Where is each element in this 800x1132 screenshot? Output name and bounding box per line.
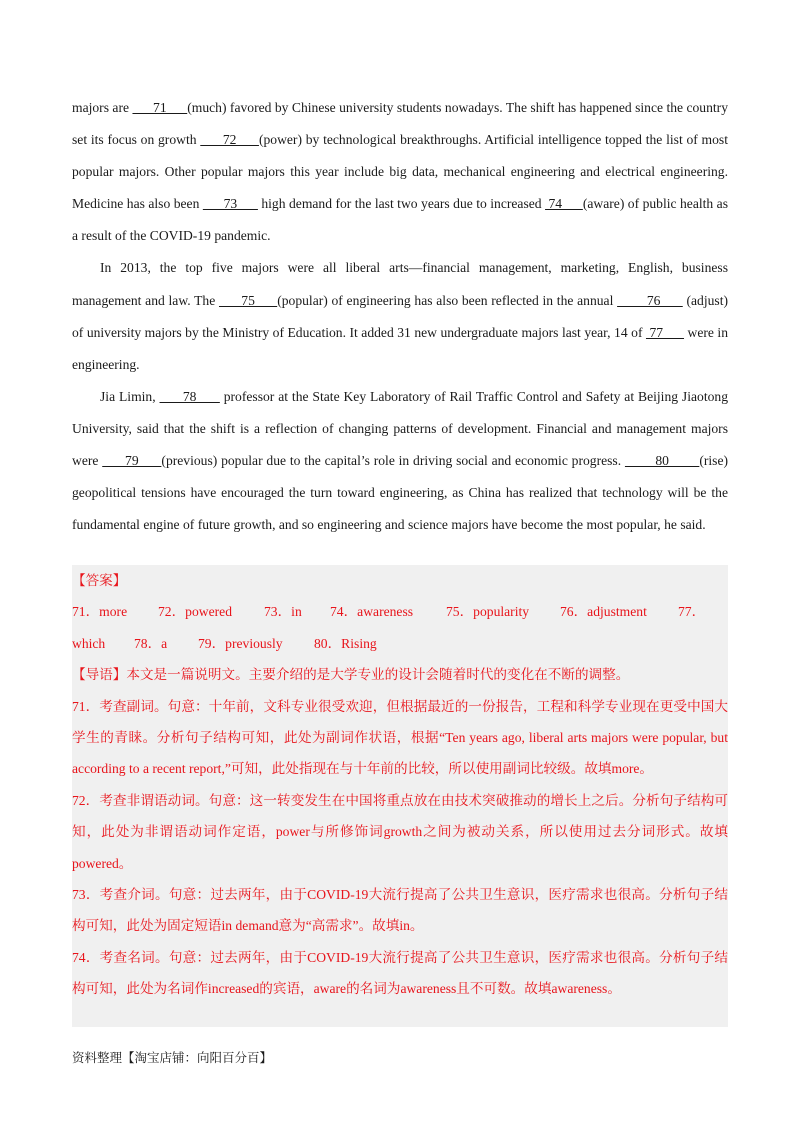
answer-77-number: 77． (678, 604, 706, 620)
text: majors are (72, 100, 133, 115)
text: In 2013, the top five majors were all liberal arts—financial management, marketing, English, business management and law. The (72, 260, 728, 308)
text: were in engineering. (72, 324, 728, 372)
paragraph-2 (72, 252, 728, 380)
blank-79: 79 (102, 453, 162, 469)
explanation-72: 72．考查非谓语动词。句意：这一转变发生在中国将重点放在由技术突破推动的增长上之后。分析句子结构可知，此处为非谓语动词作定语，power与所修饰词growth之间为被动关系，所以使用过去分词形式。故填powered。 (72, 792, 728, 871)
explanation-71: 71．考查副词。句意：十年前，文科专业很受欢迎，但根据最近的一份报告，工程和科学专业现在更受中国大学生的青睐。分析句子结构可知，此处为副词作状语，根据“Ten years ago, liberal arts majors were popular, but according to a recent report,”可知，此处指现在与十年前的比较，所以使用副词比较级。故填more。 (72, 698, 728, 777)
answer-row-2 (72, 628, 728, 659)
answer-75: 75．popularity (446, 604, 530, 620)
answer-row-1 (72, 596, 728, 627)
blank-75: 75 (218, 292, 278, 308)
text: (adjust) of university majors by the Ministry of Education. It added 31 new undergraduate majors last year, 14 of (72, 292, 728, 340)
answer-72: 72．powered (158, 604, 232, 620)
text: high demand for the last two years due to increased (257, 196, 546, 212)
blank-73: 73 (202, 196, 258, 212)
answer-header: 【答案】 (72, 573, 127, 588)
paragraph-1 (72, 92, 728, 252)
explanation-73: 73．考查介词。句意：过去两年，由于COVID-19大流行提高了公共卫生意识，医疗需求也很高。分析句子结构可知，此处为固定短语in demand意为“高需求”。故填in。 (72, 887, 728, 934)
text: (rise) geopolitical tensions have encouraged the turn toward engineering, as China has realized that technology will be the fundamental engine of future growth, and so engineering and science majors have become the most popular, he said. (72, 453, 729, 533)
text: (much) favored by Chinese university students nowadays. The shift has happened since the country set its focus on growth (72, 100, 729, 148)
answer-78: 78．a (134, 635, 168, 651)
blank-76: 76 (617, 292, 683, 308)
blank-78: 78 (159, 388, 220, 404)
blank-72: 72 (200, 132, 259, 148)
footer-note: 资料整理【淘宝店铺：向阳百分百】 (72, 1050, 273, 1065)
answer-section (72, 565, 728, 1027)
answer-76: 76．adjustment (560, 604, 647, 620)
blank-71: 71 (132, 100, 188, 115)
answer-77: which (72, 635, 106, 651)
answer-80: 80．Rising (314, 635, 377, 651)
answer-79: 79．previously (198, 635, 283, 651)
text: professor at the State Key Laboratory of Rail Traffic Control and Safety at Beijing Jiaotong University, said that the shift is a reflection of changing patterns of development. Financial and management majors were (72, 388, 728, 469)
answer-74: 74．awareness (330, 604, 414, 620)
paragraph-3 (72, 381, 728, 541)
answer-73: 73．in (264, 604, 302, 620)
guide-text: 【导语】本文是一篇说明文。主要介绍的是大学专业的设计会随着时代的变化在不断的调整。 (72, 667, 630, 683)
text: (previous) popular due to the capital’s role in driving social and economic progress. (161, 453, 625, 469)
answer-71: 71．more (72, 604, 128, 620)
passage (72, 92, 728, 541)
blank-74: 74 (545, 196, 583, 212)
text: Jia Limin, (100, 388, 160, 404)
text: (popular) of engineering has also been reflected in the annual (277, 292, 618, 308)
blank-77: 77 (645, 324, 685, 340)
explanation-74: 74．考查名词。句意：过去两年，由于COVID-19大流行提高了公共卫生意识，医疗需求也很高。分析句子结构可知，此处为名词作increased的宾语，aware的名词为awareness且不可数。故填awareness。 (72, 949, 728, 997)
text: (aware) of public health as a result of the COVID-19 pandemic. (72, 196, 729, 244)
text: (power) by technological breakthroughs. Artificial intelligence topped the list of most popular majors. Other popular majors this year include big data, mechanical engineering and electrical engineering. Medicine has also been (72, 132, 728, 212)
blank-80: 80 (624, 453, 700, 469)
